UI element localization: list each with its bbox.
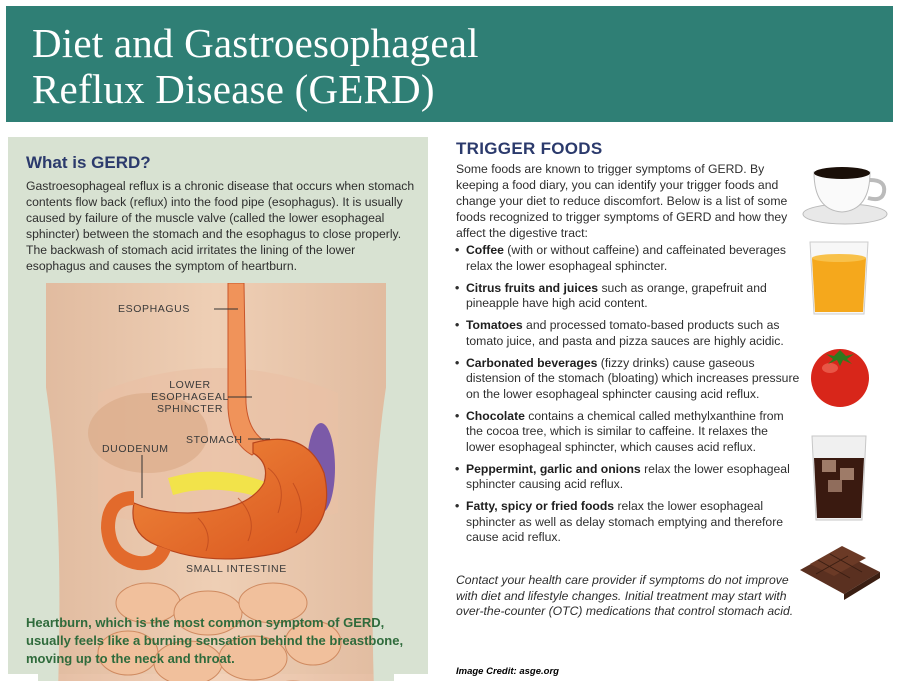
heartburn-caption: Heartburn, which is the most common symptom of GERD, usually feels like a burning sensation behind the breastbone, moving up to the neck and throat.: [26, 615, 404, 666]
page-title-line-2: Reflux Disease (GERD): [32, 66, 435, 112]
item-title: Peppermint, garlic and onions: [466, 461, 641, 476]
cola-glass-icon: [808, 432, 870, 524]
bullet: •: [455, 243, 460, 257]
trigger-foods-list: [455, 243, 800, 552]
list-item: [455, 356, 800, 403]
item-title: Coffee: [466, 243, 504, 257]
item-title: Tomatoes: [466, 318, 523, 332]
list-item: [455, 318, 800, 349]
list-item: [455, 462, 800, 493]
list-item: [455, 243, 800, 274]
orange-juice-icon: [806, 238, 872, 318]
item-title: Chocolate: [466, 408, 525, 423]
trigger-foods-heading: TRIGGER FOODS: [456, 139, 603, 158]
item-text: relax the lower esophageal sphincter causing acid reflux.: [466, 461, 790, 491]
bullet: •: [455, 499, 460, 513]
stomach-label: STOMACH: [186, 434, 243, 446]
title-banner: [6, 6, 893, 122]
item-text: (fizzy drinks) cause gaseous distension of the stomach (bloating) which increases pressure on the lower esophageal sphincter causing acid reflux.: [466, 355, 800, 401]
les-label-line-1: LOWER: [169, 379, 211, 391]
bullet: •: [455, 318, 460, 332]
item-text: (with or without caffeine) and caffeinated beverages relax the lower esophageal sphincter.: [466, 243, 786, 273]
item-title: Fatty, spicy or fried foods: [466, 499, 615, 513]
item-text: contains a chemical called methylxanthine from the cocoa tree, which is similar to caffeine. It relaxes the lower esophageal sphincter, which causes acid reflux.: [466, 408, 784, 454]
what-is-gerd-heading: What is GERD?: [26, 153, 151, 172]
bullet: •: [455, 280, 460, 295]
image-credit: Image Credit: asge.org: [456, 666, 559, 677]
tomato-icon: [806, 342, 874, 408]
item-text: such as orange, grapefruit and pineapple have high acid content.: [466, 280, 767, 310]
item-text: relax the lower esophageal sphincter as well as delay stomach emptying and therefore cause acid reflux.: [466, 499, 784, 544]
chocolate-icon: [796, 542, 884, 600]
bullet: •: [455, 461, 460, 476]
list-item: [455, 281, 800, 312]
list-item: [455, 499, 800, 546]
trigger-foods-intro: Some foods are known to trigger symptoms of GERD. By keeping a food diary, you can identify your trigger foods and change your diet to reduce discomfort. Below is a list of some foods recognized to trigger symptoms of GERD and how they affect the digestive tract:: [456, 162, 788, 240]
esophagus-label: ESOPHAGUS: [118, 303, 190, 315]
bullet: •: [455, 355, 460, 370]
item-title: Citrus fruits and juices: [466, 280, 599, 295]
contact-provider-note: Contact your health care provider if symptoms do not improve with diet and lifestyle changes. Initial treatment may start with over-the-counter (OTC) medications that control stomach acid.: [456, 573, 794, 618]
small-intestine-label: SMALL INTESTINE: [186, 563, 287, 575]
les-label-line-2: ESOPHAGEAL: [151, 391, 229, 403]
list-item: [455, 409, 800, 456]
coffee-cup-icon: [800, 158, 890, 226]
page-title-line-1: Diet and Gastroesophageal: [32, 20, 479, 66]
page-title: [32, 20, 652, 112]
duodenum-label: DUODENUM: [102, 443, 169, 455]
bullet: •: [455, 408, 460, 423]
what-is-gerd-text: Gastroesophageal reflux is a chronic disease that occurs when stomach contents flow back (reflux) into the food pipe (esophagus). It is usually caused by failure of the muscle valve (called the lower esophageal sphincter) between the stomach and the esophagus to close properly. The backwash of stomach acid irritates the lining of the lower esophagus and causes the symptom of heartburn.: [26, 179, 415, 273]
item-text: and processed tomato-based products such as tomato juice, and pasta and pizza sauces are highly acidic.: [466, 318, 784, 348]
what-is-gerd-panel: [8, 137, 428, 674]
item-title: Carbonated beverages: [466, 355, 598, 370]
les-label: [148, 379, 232, 415]
les-label-line-3: SPHINCTER: [156, 403, 224, 415]
